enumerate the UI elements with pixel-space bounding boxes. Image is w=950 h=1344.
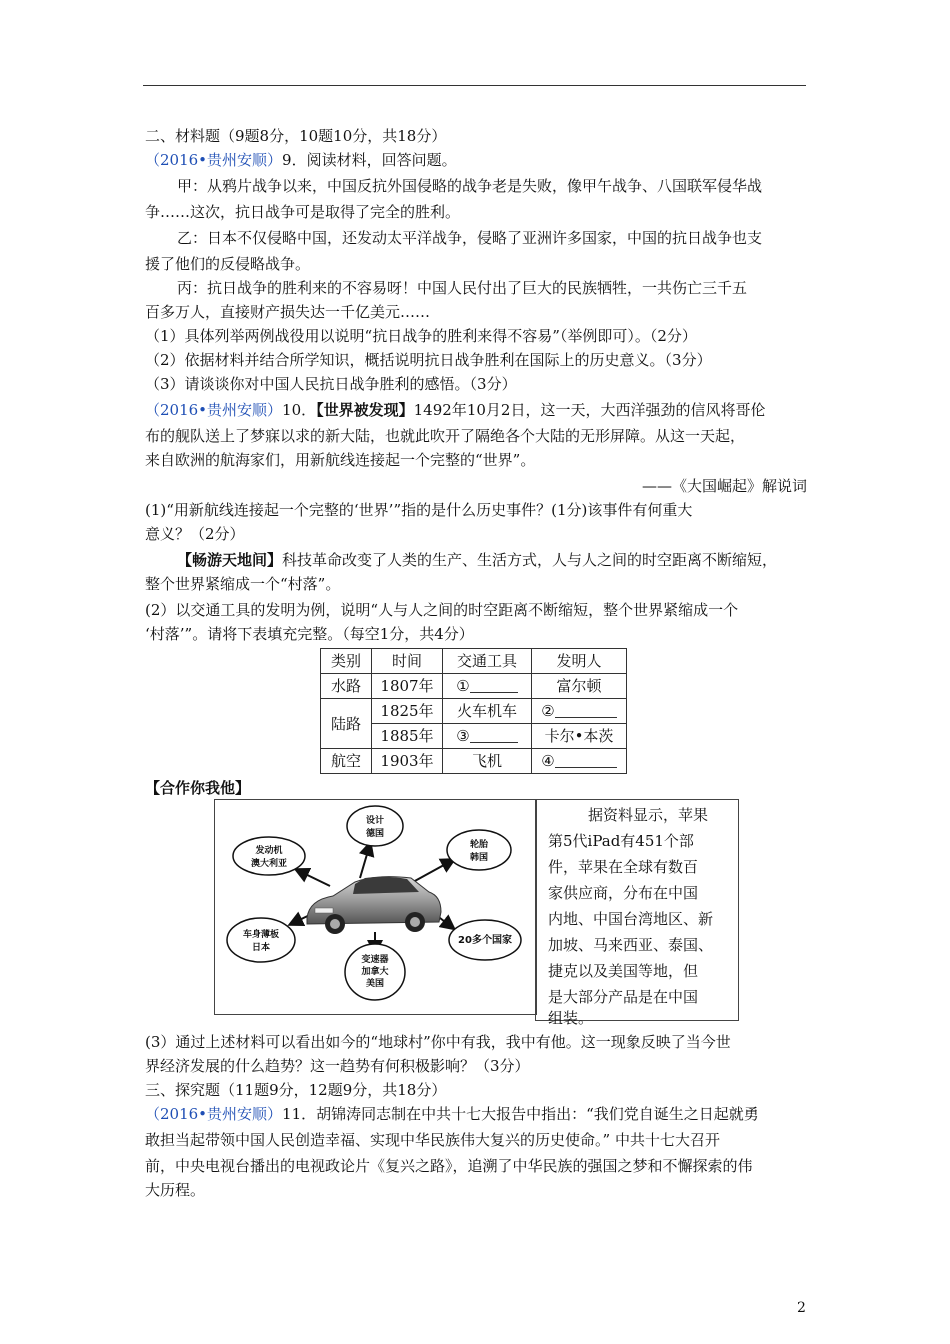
answer-blank [555, 753, 617, 768]
table-cell-blank [532, 749, 627, 774]
table-cell: 1903年 [372, 749, 443, 774]
q10-tag-cooperate: 【合作你我他】 [145, 779, 251, 797]
ipad-line: 第5代iPad有451个部 [548, 832, 694, 850]
q10-sub3-1: (3）通过上述材料可以看出如今的“地球村”你中有我，我中有他。这一现象反映了当今世 [145, 1033, 731, 1051]
node-gearbox-l1: 变速器 [361, 955, 389, 965]
node-design-ellipse [347, 806, 403, 846]
q10-sub1-2: 意义？（2分） [145, 525, 245, 543]
q11-line1 [145, 1102, 807, 1126]
q10-p1-2: 布的舰队送上了梦寐以求的新大陆，也就此吹开了隔绝各个大陆的无形屏障。从这一天起， [145, 427, 746, 445]
table-cell: 水路 [321, 674, 372, 699]
node-engine-l1: 发动机 [255, 846, 283, 856]
car-diagram [214, 799, 537, 1015]
q10-sub2-1: (2）以交通工具的发明为例，说明“人与人之间的时空距离不断缩短，整个世界紧缩成一个 [145, 601, 739, 619]
arrow-tire [413, 860, 453, 882]
section2-title: 二、材料题（9题8分，10题10分，共18分） [145, 127, 447, 145]
answer-blank [470, 678, 518, 693]
ipad-line: 件，苹果在全球有数百 [548, 858, 699, 876]
ipad-textbox [535, 799, 739, 1027]
ipad-line: 据资料显示，苹果 [588, 806, 709, 824]
node-engine-l2: 澳大利亚 [250, 859, 288, 869]
node-design-l2: 德国 [365, 829, 385, 839]
q10-sub2-2: ‘村落’”。请将下表填充完整。（每空1分，共4分） [145, 625, 474, 643]
section3-title: 三、探究题（11题9分，12题9分，共18分） [145, 1081, 447, 1099]
q9-jia-2: 争……这次，抗日战争可是取得了完全的胜利。 [145, 203, 461, 221]
node-body-l2: 日本 [251, 943, 271, 953]
table-header: 交通工具 [443, 649, 532, 674]
arrow-engine [297, 870, 330, 886]
q9-jia-1: 甲：从鸦片战争以来，中国反抗外国侵略的战争老是失败，像甲午战争、八国联军侵华战 [177, 177, 763, 195]
q9-stem [145, 148, 807, 172]
node-tire-ellipse [447, 830, 511, 870]
q9-yi-2: 援了他们的反侵略战争。 [145, 255, 311, 273]
node-body-ellipse [227, 918, 295, 962]
table-cell: 火车机车 [443, 699, 532, 724]
q9-sub2: （2）依据材料并结合所学知识，概括说明抗日战争胜利在国际上的历史意义。（3分） [145, 351, 712, 369]
table-cell: 1885年 [372, 724, 443, 749]
q10-tag-travel: 【畅游天地间】 [177, 551, 283, 569]
node-countries-l1: 20多个国家 [458, 935, 512, 946]
table-row [321, 749, 627, 774]
q9-sub3: （3）请谈谈你对中国人民抗日战争胜利的感悟。（3分） [145, 375, 517, 393]
header-rule [143, 85, 806, 86]
q11-line2: 敢担当起带领中国人民创造幸福、实现中华民族伟大复兴的历史使命。” 中共十七大召开 [145, 1131, 720, 1149]
q11-source: （2016•贵州安顺） [145, 1105, 283, 1123]
table-header: 类别 [321, 649, 372, 674]
table-cell: 卡尔•本茨 [532, 724, 627, 749]
table-cell: 1807年 [372, 674, 443, 699]
q10-sub1-1: (1)“用新航线连接起一个完整的‘世界’”指的是什么历史事件？(1分)该事件有何重大 [145, 501, 693, 519]
blank-marker: ④ [541, 752, 555, 770]
q10-tag-world: 【世界被发现】 [316, 401, 414, 419]
table-cell: 富尔顿 [532, 674, 627, 699]
table-cell: 飞机 [443, 749, 532, 774]
table-row [321, 699, 627, 724]
blank-marker: ③ [456, 727, 470, 745]
q11-line3: 前，中央电视台播出的电视政论片《复兴之路》，追溯了中华民族的强国之梦和不懈探索的伟 [145, 1157, 753, 1175]
table-row [321, 674, 627, 699]
node-tire-l2: 韩国 [469, 853, 489, 863]
q9-bing-2: 百多万人，直接财产损失达一千亿美元…… [145, 303, 431, 321]
table-header: 发明人 [532, 649, 627, 674]
ipad-line: 捷克以及美国等地，但 [548, 962, 699, 980]
q10-citation: ——《大国崛起》解说词 [641, 477, 807, 495]
node-design-l1: 设计 [365, 816, 385, 826]
node-gearbox-l2: 加拿大 [361, 967, 389, 977]
table-header-row [321, 649, 627, 674]
q10-intro [145, 398, 807, 422]
ipad-line: 是大部分产品是在中国 [548, 988, 699, 1006]
node-tire-l1: 轮胎 [469, 840, 489, 850]
q10-sub3-2: 界经济发展的什么趋势？这一趋势有何积极影响？（3分） [145, 1057, 530, 1075]
car-diagram-svg [215, 800, 536, 1014]
answer-blank [555, 703, 617, 718]
arrow-design [360, 844, 370, 878]
transport-table [320, 648, 627, 774]
blank-marker: ② [541, 702, 555, 720]
q10-num: 10． [282, 401, 317, 419]
ipad-line: 加坡、马来西亚、泰国、 [548, 936, 714, 954]
q10-p2-1-text: 科技革命改变了人类的生产、生活方式，人与人之间的时空距离不断缩短， [282, 551, 778, 569]
q10-p1-1: 1492年10月2日，这一天，大西洋强劲的信风将哥伦 [413, 401, 766, 419]
ipad-line: 家供应商，分布在中国 [548, 884, 699, 902]
q9-bing-1: 丙：抗日战争的胜利来的不容易呀！中国人民付出了巨大的民族牺牲，一共伤亡三千五 [177, 279, 748, 297]
q9-stem-text: 9．阅读材料，回答问题。 [282, 151, 457, 169]
q11-line4: 大历程。 [145, 1181, 206, 1199]
table-header: 时间 [372, 649, 443, 674]
ipad-line: 内地、中国台湾地区、新 [548, 910, 714, 928]
node-gearbox-l3: 美国 [365, 979, 385, 989]
table-cell: 陆路 [321, 699, 372, 749]
table-cell-blank [532, 699, 627, 724]
q9-sub1: （1）具体列举两例战役用以说明“抗日战争的胜利来得不容易”（举例即可）。（2分） [145, 327, 697, 345]
page-number: 2 [797, 1300, 806, 1316]
table-cell-blank [443, 724, 532, 749]
node-body-l1: 车身薄板 [242, 930, 280, 940]
q9-source: （2016•贵州安顺） [145, 151, 283, 169]
ipad-line: 组装。 [548, 1009, 594, 1027]
q10-source: （2016•贵州安顺） [145, 401, 283, 419]
table-cell-blank [443, 674, 532, 699]
q11-l1-text: 11．胡锦涛同志制在中共十七大报告中指出：“我们党自诞生之日起就勇 [282, 1105, 759, 1123]
table-cell: 1825年 [372, 699, 443, 724]
answer-blank [470, 728, 518, 743]
node-engine-ellipse [233, 837, 305, 875]
q10-p1-3: 来自欧洲的航海家们，用新航线连接起一个完整的“世界”。 [145, 451, 536, 469]
blank-marker: ① [456, 677, 470, 695]
table-cell: 航空 [321, 749, 372, 774]
q10-p2-1 [177, 548, 839, 572]
q9-yi-1: 乙：日本不仅侵略中国，还发动太平洋战争，侵略了亚洲许多国家，中国的抗日战争也支 [177, 229, 763, 247]
q10-p2-2: 整个世界紧缩成一个“村落”。 [145, 575, 341, 593]
